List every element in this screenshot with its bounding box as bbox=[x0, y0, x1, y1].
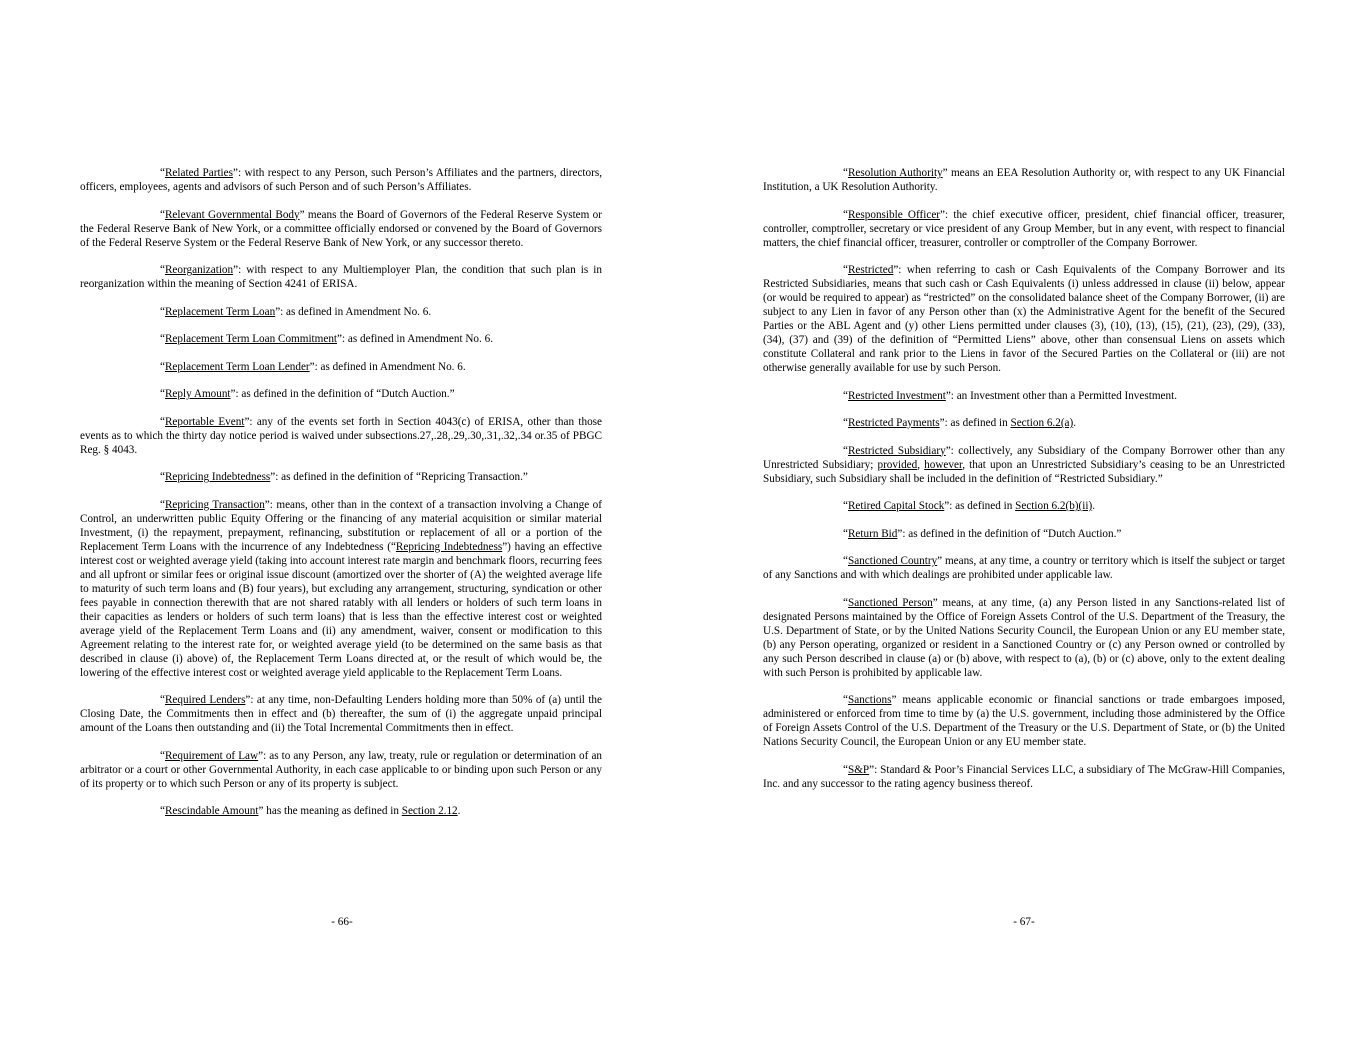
definition-text: ”: as defined in Amendment No. 6. bbox=[337, 333, 494, 345]
definition-text: “ bbox=[160, 471, 165, 483]
definition-text: “ bbox=[843, 264, 848, 276]
definition-paragraph bbox=[80, 693, 602, 735]
definition-text: ”: with respect to any Multiemployer Plan, the condition that such plan is in reorganization within the meaning of Section 4241 of ERISA. bbox=[80, 264, 602, 290]
definition-text: “ bbox=[160, 749, 165, 762]
defined-term: Replacement Term Loan Commitment bbox=[164, 333, 338, 345]
defined-term: Required Lenders bbox=[164, 694, 246, 706]
definition-paragraph bbox=[763, 208, 1285, 250]
definition-paragraph bbox=[80, 332, 602, 346]
left-page bbox=[80, 166, 602, 832]
defined-term: Responsible Officer bbox=[847, 208, 941, 221]
defined-term: Sanctioned Person bbox=[847, 596, 933, 609]
definition-text: ” means the Board of Governors of the Federal Reserve System or the Federal Reserve Bank of New York, or a committee officially endorsed or convened by the Board of Governors of the Federal Reserve System or the Federal Reserve Bank of New York, or any successor thereto. bbox=[80, 208, 602, 249]
definition-text: “ bbox=[843, 555, 848, 567]
definition-text: ”: as defined in the definition of “Dutch Auction.” bbox=[230, 388, 455, 400]
defined-term: Resolution Authority bbox=[847, 167, 943, 179]
definition-paragraph bbox=[763, 444, 1285, 486]
definition-paragraph bbox=[763, 693, 1285, 749]
definition-paragraph bbox=[763, 527, 1285, 541]
definition-text: ”: as defined in the definition of “Repricing Transaction.” bbox=[270, 471, 528, 483]
defined-term: Sanctions bbox=[847, 694, 892, 706]
defined-term: Repricing Indebtedness bbox=[164, 471, 271, 483]
definition-text: “ bbox=[843, 694, 848, 706]
definition-paragraph bbox=[80, 387, 602, 401]
definition-text: ”: any of the events set forth in Section 4043(c) of ERISA, other than those events as to which the thirty day notice period is waived under subsections.27,.28,.29,.30,.31,.32,.34 or.35 of PBGC Reg. § 4043. bbox=[80, 415, 602, 456]
definition-text: ”: as defined in Amendment No. 6. bbox=[275, 305, 432, 318]
definition-text: “ bbox=[843, 389, 848, 402]
definition-text: , bbox=[917, 458, 925, 471]
definition-paragraph bbox=[763, 596, 1285, 680]
underlined-reference: Repricing Indebtedness bbox=[395, 540, 503, 553]
definition-text: ”: as to any Person, any law, treaty, rule or regulation or determination of an arbitrator or a court or other Governmental Authority, in each case applicable to or binding upon such Person or any of its property or to which such Person or any of its property is subject. bbox=[80, 749, 602, 790]
defined-term: Reorganization bbox=[164, 264, 234, 276]
page-number-left: - 66- bbox=[331, 916, 353, 928]
definition-paragraph bbox=[80, 804, 602, 818]
definition-text: ” means, at any time, a country or territory which is itself the subject or target of any Sanctions and with which dealings are prohibited under applicable law. bbox=[763, 555, 1285, 581]
defined-term: Reportable Event bbox=[164, 415, 245, 428]
definition-text: . bbox=[1092, 500, 1095, 512]
definition-text: “ bbox=[160, 498, 165, 511]
definition-paragraph bbox=[763, 263, 1285, 375]
definition-text: ”: as defined in the definition of “Dutch Auction.” bbox=[897, 527, 1122, 540]
definition-paragraph bbox=[763, 416, 1285, 430]
definition-paragraph bbox=[763, 763, 1285, 791]
defined-term: Restricted bbox=[847, 264, 894, 276]
underlined-reference: provided bbox=[877, 458, 918, 471]
definition-text: ”: the chief executive officer, president, chief financial officer, treasurer, controller, comptroller, secretary or vice president of any Group Member, but in any event, with respect to financial matters, the chief financial officer, treasurer, controller or comptroller of the Company Borrower. bbox=[763, 208, 1285, 249]
definition-text: ”: as defined in bbox=[944, 500, 1016, 512]
definition-text: ” means an EEA Resolution Authority or, with respect to any UK Financial Institution, a UK Resolution Authority. bbox=[763, 167, 1286, 193]
definition-text: “ bbox=[843, 596, 848, 609]
definition-text: , that upon an Unrestricted Subsidiary’s ceasing to be an Unrestricted Subsidiary, such Subsidiary shall be included in the definition of “Restricted Subsidiary.” bbox=[763, 458, 1286, 485]
definition-paragraph bbox=[80, 305, 602, 319]
definition-text: “ bbox=[160, 208, 165, 221]
definition-paragraph bbox=[80, 360, 602, 374]
defined-term: Relevant Governmental Body bbox=[164, 208, 300, 221]
definition-text: . bbox=[457, 805, 461, 817]
definition-text: ”: an Investment other than a Permitted Investment. bbox=[945, 389, 1177, 402]
definition-text: “ bbox=[160, 360, 165, 373]
defined-term: Return Bid bbox=[847, 527, 898, 540]
definition-text: “ bbox=[843, 417, 848, 429]
underlined-reference: however bbox=[924, 458, 963, 471]
defined-term: Requirement of Law bbox=[164, 749, 259, 762]
definition-text: ”: collectively, any Subsidiary of the Company Borrower other than any Unrestricted Subsidiary; bbox=[763, 444, 1285, 471]
definition-text: “ bbox=[843, 527, 848, 540]
definition-paragraph bbox=[80, 498, 602, 680]
definition-paragraph bbox=[80, 263, 602, 291]
definition-text: ”: means, other than in the context of a transaction involving a Change of Control, an underwritten public Equity Offering or the financing of any material acquisition or similar material Investment, (i) the repayment, prepayment, refinancing, substitution or replacement of all or a portion of the Replacement Term Loans with the incurrence of any Indebtedness (“ bbox=[80, 498, 602, 553]
definition-text: “ bbox=[843, 208, 848, 221]
definition-paragraph bbox=[763, 499, 1285, 513]
definition-text: ”: when referring to cash or Cash Equivalents of the Company Borrower and its Restricted Subsidiaries, means that such cash or Cash Equivalents (i) unless addressed in clause (ii) below, appear (or would be required to appear) as “restricted” on the consolidated balance sheet of the Company Borrower, (ii) are subject to any Lien in favor of any Person other than (x) the Administrative Agent for the benefit of the Secured Parties or the ABL Agent and (y) other Liens permitted under clauses (3), (10), (13), (15), (21), (23), (29), (33), (34), (37) and (39) of the definition of “Permitted Liens” above, other than consensual Liens on assets which constitute Collateral and rank prior to the Liens in favor of the Secured Parties on the Collateral or (iii) are not otherwise generally available for use by such Person. bbox=[763, 264, 1285, 374]
underlined-reference: Section 6.2(a) bbox=[1010, 417, 1074, 429]
definition-text: ”: at any time, non-Defaulting Lenders holding more than 50% of (a) until the Closing Date, the Commitments then in effect and (b) thereafter, the sum of (i) the aggregate unpaid principal amount of the Loans then outstanding and (ii) the Total Incremental Commitments then in effect. bbox=[80, 694, 602, 734]
definition-text: “ bbox=[160, 305, 165, 318]
definition-text: “ bbox=[160, 333, 165, 345]
underlined-reference: Section 2.12 bbox=[401, 805, 458, 817]
definition-paragraph bbox=[763, 166, 1285, 194]
definition-text: ”: Standard & Poor’s Financial Services LLC, a subsidiary of The McGraw-Hill Companies, Inc. and any successor to the rating agency business thereof. bbox=[763, 763, 1285, 790]
definition-paragraph bbox=[80, 166, 602, 194]
defined-term: Retired Capital Stock bbox=[847, 500, 945, 512]
defined-term: Restricted Payments bbox=[847, 417, 940, 429]
definition-text: “ bbox=[160, 167, 165, 179]
definition-text: “ bbox=[160, 388, 165, 400]
right-page bbox=[763, 166, 1285, 804]
defined-term: Reply Amount bbox=[164, 388, 231, 400]
definition-text: “ bbox=[160, 415, 165, 428]
defined-term: S&P bbox=[847, 763, 870, 776]
defined-term: Repricing Transaction bbox=[164, 498, 265, 511]
definition-paragraph bbox=[80, 470, 602, 484]
defined-term: Rescindable Amount bbox=[164, 805, 259, 817]
page-number-right: - 67- bbox=[1013, 916, 1035, 928]
definition-text: ”: with respect to any Person, such Person’s Affiliates and the partners, directors, officers, employees, agents and advisors of such Person and of such Person’s Affiliates. bbox=[80, 167, 603, 193]
definition-paragraph bbox=[80, 749, 602, 791]
defined-term: Replacement Term Loan Lender bbox=[164, 360, 310, 373]
definition-text: ”) having an effective interest cost or weighted average yield (taking into account interest rate margin and benchmark floors, recurring fees and all upfront or similar fees or original issue discount (amortized over the shorter of (A) the weighted average life to maturity of such term loans and (B) four years), but excluding any arrangement, structuring, syndication or other fees payable in connection therewith that are not shared ratably with all lenders or holders of such term loans in their capacities as lenders or holders of such term loans) that is less than the effective interest cost or weighted average yield of the Replacement Term Loans and (ii) any amendment, waiver, consent or modification to this Agreement relating to the interest rate for, or weighted average yield (to be determined on the same basis as that described in clause (i) above) of, the Replacement Term Loans directed at, or the result of which would be, the lowering of the effective interest cost or weighted average yield applicable to the Replacement Term Loans. bbox=[80, 540, 603, 679]
definition-paragraph bbox=[763, 389, 1285, 403]
definition-paragraph bbox=[763, 554, 1285, 582]
definition-text: ” means, at any time, (a) any Person listed in any Sanctions-related list of designated Persons maintained by the Office of Foreign Assets Control of the U.S. Department of the Treasury, the U.S. Department of State, or by the United Nations Security Council, the European Union or any EU member state, (b) any Person operating, organized or resident in a Sanctioned Country or (c) any Person owned or controlled by any such Person described in clause (a) or (b) above, with respect to (a), (b) or (c) above, only to the extent dealing with such Person is prohibited by applicable law. bbox=[763, 596, 1285, 679]
underlined-reference: Section 6.2(b)(ii) bbox=[1015, 500, 1093, 512]
definition-text: ”: as defined in Amendment No. 6. bbox=[309, 360, 466, 373]
definition-text: ”: as defined in bbox=[939, 417, 1011, 429]
defined-term: Related Parties bbox=[164, 167, 233, 179]
definition-text: ” means applicable economic or financial sanctions or trade embargoes imposed, administered or enforced from time to time by (a) the U.S. government, including those administered by the Office of Foreign Assets Control of the U.S. Department of the Treasury or the U.S. Department of State, or (b) the United Nations Security Council, the European Union or any EU member state. bbox=[763, 694, 1285, 748]
definition-text: “ bbox=[843, 167, 848, 179]
definition-paragraph bbox=[80, 415, 602, 457]
definition-text: “ bbox=[843, 444, 848, 457]
definition-text: . bbox=[1073, 417, 1077, 429]
definition-paragraph bbox=[80, 208, 602, 250]
definition-text: “ bbox=[160, 264, 165, 276]
defined-term: Restricted Investment bbox=[847, 389, 946, 402]
definition-text: “ bbox=[843, 500, 848, 512]
defined-term: Restricted Subsidiary bbox=[847, 444, 946, 457]
definition-text: “ bbox=[843, 763, 848, 776]
definition-text: ” has the meaning as defined in bbox=[258, 805, 402, 817]
definition-text: “ bbox=[160, 694, 165, 706]
definition-text: “ bbox=[160, 805, 165, 817]
defined-term: Sanctioned Country bbox=[847, 555, 938, 567]
defined-term: Replacement Term Loan bbox=[164, 305, 276, 318]
